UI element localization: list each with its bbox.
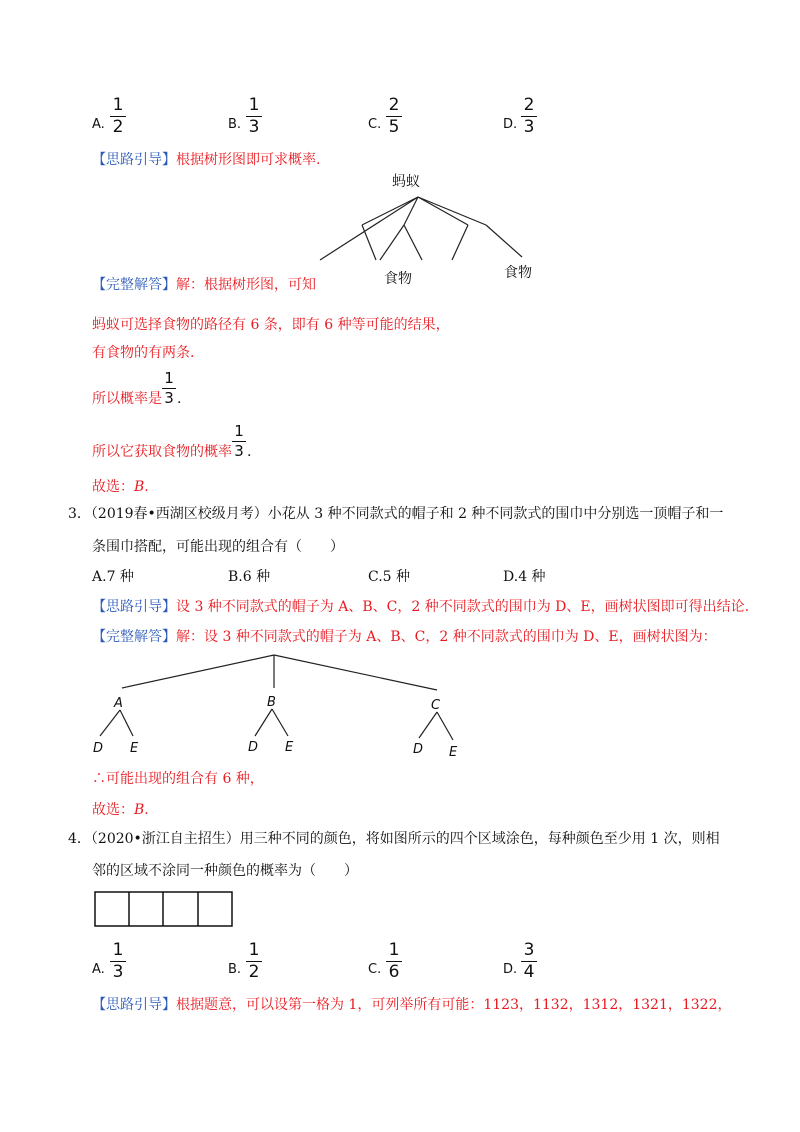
q4-stem-line-1: 4．（2020•浙江自主招生）用三种不同的颜色，将如图所示的四个区域涂色，每种颜色至少用 1 次，则相 [68, 831, 720, 847]
q4-stem-line-2: 邻的区域不涂同一种颜色的概率为（ ） [92, 863, 358, 879]
q3-conclusion: ∴可能出现的组合有 6 种， [92, 771, 264, 787]
tree-node-b: B [267, 695, 276, 710]
q4-option-d-fraction: 3 4 [521, 941, 537, 982]
q4-hint-tag: 【思路引导】 [92, 997, 176, 1013]
q2-answer-line-2: 有食物的有两条. [92, 345, 195, 361]
q2-choice: 故选：B. [92, 479, 149, 495]
q2-option-a-letter: A. [92, 117, 105, 132]
q2-line4-period: . [247, 444, 252, 460]
tree-node-b-d: D [248, 740, 259, 755]
q4-option-b-letter: B. [228, 962, 242, 977]
q2-option-a-fraction: 1 2 [110, 96, 126, 137]
q4-hint-text: 根据题意，可以设第一格为 1，可列举所有可能：1123，1132，1312，1321，1322， [176, 997, 732, 1013]
q4-four-region-figure [94, 891, 236, 929]
tree-food-label-1: 食物 [384, 271, 412, 287]
q3-answer-tag: 【完整解答】 [92, 629, 176, 645]
q2-line4-fraction: 1 3 [232, 423, 246, 460]
q3-hint-tag: 【思路引导】 [92, 599, 176, 615]
q3-option-d: D.4 种 [503, 569, 546, 585]
tree-node-b-e: E [285, 740, 294, 755]
q3-option-c: C.5 种 [368, 569, 411, 585]
q4-option-a-letter: A. [92, 962, 105, 977]
q3-hint-text: 设 3 种不同款式的帽子为 A、B、C，2 种不同款式的围巾为 D、E，画树状图即可得出结论. [176, 599, 750, 615]
q3-hint [92, 598, 749, 616]
q2-answer [92, 276, 316, 294]
tree-node-c-d: D [413, 742, 424, 757]
q4-option-a-fraction: 1 3 [110, 941, 126, 982]
tree-node-a-d: D [93, 741, 104, 756]
q2-answer-line-1: 蚂蚁可选择食物的路径有 6 条，即有 6 种等可能的结果， [92, 317, 450, 333]
q2-option-d-fraction: 2 3 [521, 96, 537, 137]
tree-node-a: A [114, 696, 123, 711]
q4-option-d-letter: D. [503, 962, 518, 977]
tree-root-label: 蚂蚁 [392, 174, 420, 190]
q3-stem-line-1: 3．（2019春•西湖区校级月考）小花从 3 种不同款式的帽子和 2 种不同款式的围巾中分别选一顶帽子和一 [68, 506, 724, 522]
q2-option-c-letter: C. [368, 117, 382, 132]
q2-option-d-letter: D. [503, 117, 518, 132]
q2-hint-tag: 【思路引导】 [92, 152, 176, 168]
q3-choice: 故选：B. [92, 802, 149, 818]
q2-hint-text: 根据树形图即可求概率. [176, 152, 321, 168]
tree-node-c: C [431, 698, 441, 713]
q2-answer-tag: 【完整解答】 [92, 277, 176, 293]
q3-answer [92, 628, 717, 646]
q3-tree-diagram [85, 652, 485, 762]
q2-line3-fraction: 1 3 [162, 370, 176, 407]
tree-node-a-e: E [130, 741, 139, 756]
q3-answer-text: 解：设 3 种不同款式的帽子为 A、B、C，2 种不同款式的围巾为 D、E，画树状图为： [176, 629, 717, 645]
q4-hint [92, 996, 732, 1014]
q2-ant-tree-diagram [300, 165, 560, 290]
q4-option-b-fraction: 1 2 [246, 941, 262, 982]
q2-option-c-fraction: 2 5 [386, 96, 402, 137]
q2-line3-period: . [177, 391, 182, 407]
q3-stem-line-2: 条围巾搭配，可能出现的组合有（ ） [92, 539, 344, 555]
q2-hint [92, 151, 320, 169]
q4-option-c-letter: C. [368, 962, 382, 977]
q2-answer-line-4: 所以它获取食物的概率 [92, 444, 232, 460]
q3-option-a: A.7 种 [92, 569, 134, 585]
q4-option-c-fraction: 1 6 [386, 941, 402, 982]
q2-answer-line-3: 所以概率是 [92, 391, 162, 407]
q3-option-b: B.6 种 [228, 569, 271, 585]
q2-answer-intro: 解：根据树形图，可知 [176, 277, 316, 293]
tree-node-c-e: E [449, 745, 458, 760]
tree-food-label-2: 食物 [504, 265, 532, 281]
q2-option-b-fraction: 1 3 [246, 96, 262, 137]
q2-option-b-letter: B. [228, 117, 242, 132]
